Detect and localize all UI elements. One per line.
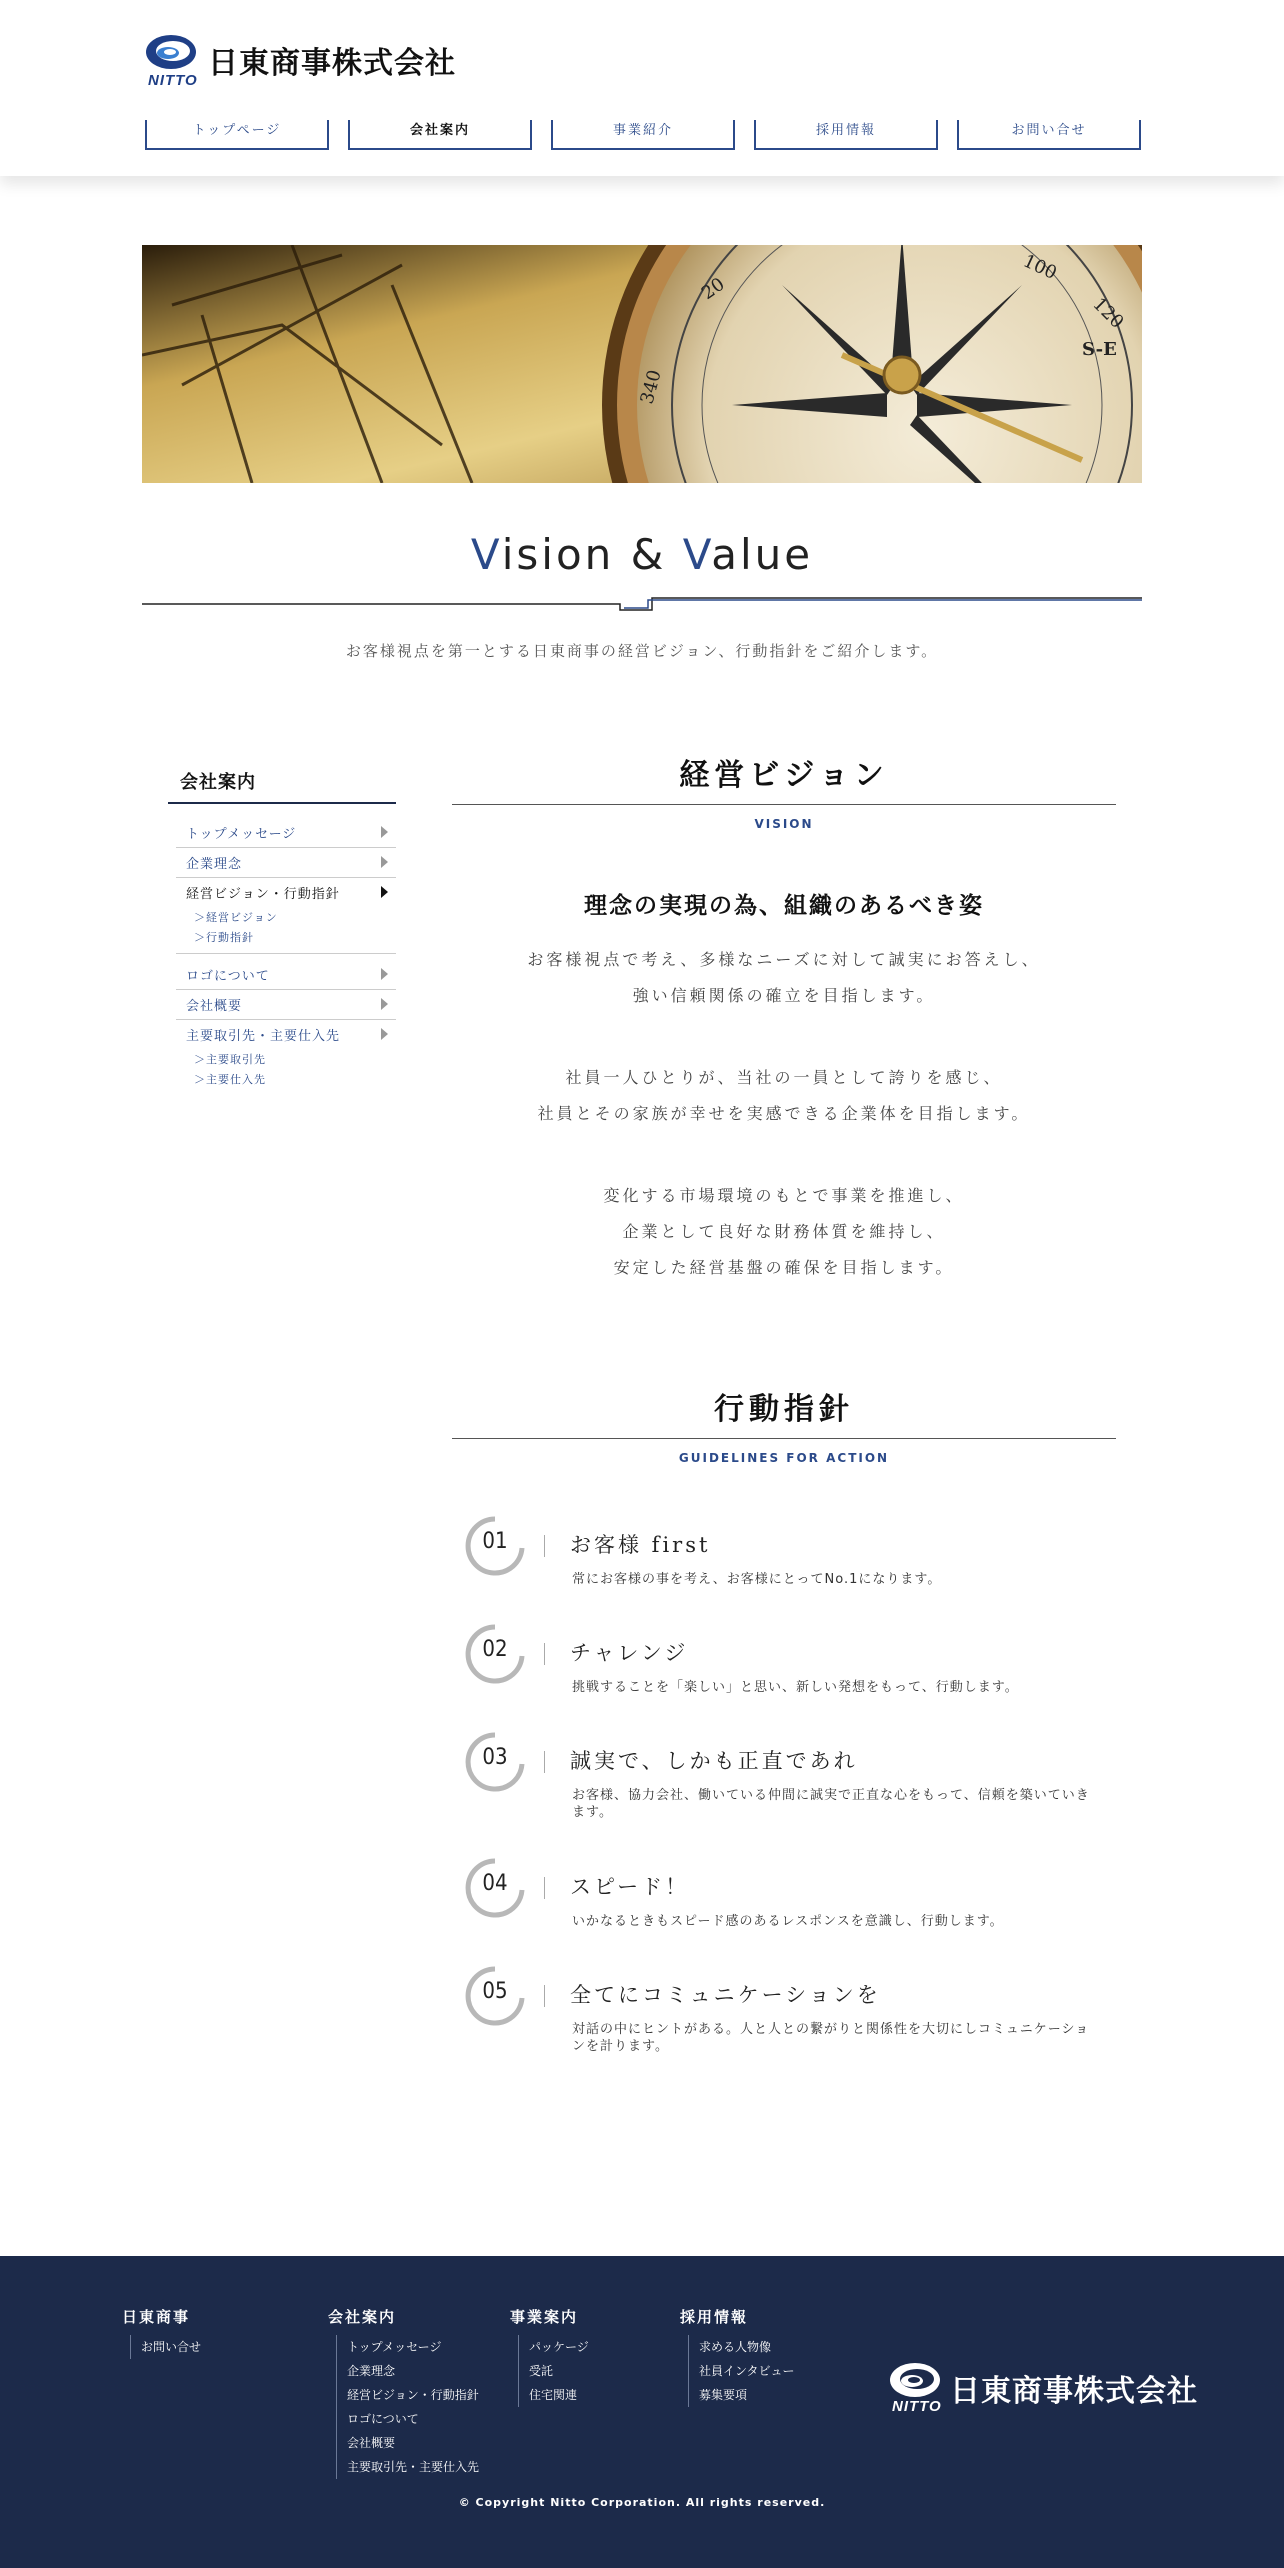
guideline-title: チャレンジ <box>570 1641 689 1665</box>
logo-company-name: 日東商事株式会社 <box>950 2374 1198 2409</box>
sidebar-item-vision[interactable] <box>176 878 396 907</box>
logo-nitto-text: NITTO <box>892 2398 942 2415</box>
guideline-desc: いかなるときもスピード感のあるレスポンスを意識し、行動します。 <box>572 1914 1004 1929</box>
sidebar-sub-vision[interactable]: ＞経営ビジョン <box>194 911 278 924</box>
vision-line: 強い信頼関係の確立を目指します。 <box>632 986 936 1005</box>
guideline-item <box>452 1857 1116 1965</box>
sidebar-item-label: 会社概要 <box>186 999 243 1014</box>
footer-link[interactable]: 経営ビジョン・行動指針 <box>347 2388 479 2402</box>
title-divider <box>142 595 1142 615</box>
guideline-desc: 挑戦することを「楽しい」と思い、新しい発想をもって、行動します。 <box>572 1680 1019 1695</box>
logo-company-name: 日東商事株式会社 <box>208 46 456 81</box>
nitto-logo-mark-icon <box>144 32 202 72</box>
guideline-desc: お客様、協力会社、働いている仲間に誠実で正直な心をもって、信頼を築いていきます。 <box>572 1788 1090 1820</box>
footer-link[interactable]: 求める人物像 <box>699 2340 772 2354</box>
sidebar-title: 会社案内 <box>168 760 396 804</box>
footer-heading[interactable]: 会社案内 <box>328 2308 397 2326</box>
global-nav <box>145 120 1140 152</box>
guideline-title: 誠実で、しかも正直であれ <box>570 1749 858 1773</box>
guideline-number: 01 <box>482 1529 508 1554</box>
footer-link[interactable]: ロゴについて <box>347 2412 419 2426</box>
nav-business[interactable]: 事業紹介 <box>551 120 735 150</box>
sidebar-list <box>168 818 396 1095</box>
footer-heading[interactable]: 採用情報 <box>680 2308 749 2326</box>
footer-link[interactable]: 住宅関連 <box>529 2388 578 2402</box>
vision-heading: 理念の実現の為、組織のあるべき姿 <box>584 893 984 919</box>
triangle-right-icon <box>381 826 388 838</box>
sidebar-item-partners[interactable] <box>176 1020 396 1049</box>
nav-recruit[interactable]: 採用情報 <box>754 120 938 150</box>
sidebar-sub-customers[interactable]: ＞主要取引先 <box>194 1053 266 1066</box>
vision-paragraph-2 <box>452 1060 1116 1132</box>
section-divider <box>452 1438 1116 1439</box>
vision-paragraph-3 <box>452 1178 1116 1286</box>
divider <box>544 1985 545 2007</box>
sidebar-item-label: 主要取引先・主要仕入先 <box>186 1029 341 1044</box>
footer-link[interactable]: 社員インタビュー <box>699 2364 795 2378</box>
nav-top[interactable]: トップページ <box>145 120 329 150</box>
footer-link[interactable]: パッケージ <box>529 2340 589 2354</box>
title-part-1: ision & <box>501 530 683 579</box>
guideline-number: 03 <box>482 1745 508 1770</box>
vision-en-label: VISION <box>754 817 814 831</box>
guideline-item <box>452 1515 1116 1623</box>
vision-paragraph-1 <box>452 942 1116 1014</box>
footer-logo[interactable] <box>888 2356 1198 2416</box>
triangle-right-icon <box>381 968 388 980</box>
sidebar-item-logo[interactable] <box>176 960 396 990</box>
sidebar-sublist-vision <box>176 907 396 954</box>
page-lead-text: お客様視点を第一とする日東商事の経営ビジョン、行動指針をご紹介します。 <box>345 642 939 660</box>
sidebar-item-label: 経営ビジョン・行動指針 <box>186 887 340 902</box>
footer-heading[interactable]: 事業案内 <box>510 2308 579 2326</box>
nav-contact[interactable]: お問い合せ <box>957 120 1141 150</box>
sidebar-sub-suppliers[interactable]: ＞主要仕入先 <box>194 1073 266 1086</box>
site-logo[interactable] <box>144 28 456 92</box>
vision-title: 経営ビジョン <box>679 758 889 793</box>
guidelines-en-label: GUIDELINES FOR ACTION <box>678 1451 890 1465</box>
vision-line: 社員とその家族が幸せを実感できる企業体を目指します。 <box>537 1104 1031 1123</box>
site-header <box>0 0 1284 176</box>
footer-link[interactable]: 受託 <box>529 2364 554 2378</box>
compass-map-illustration <box>142 245 1142 483</box>
page-title <box>0 530 1284 579</box>
guideline-title: 全てにコミュニケーションを <box>570 1983 881 2007</box>
triangle-right-icon <box>381 856 388 868</box>
compass-label-se: S-E <box>1082 339 1117 360</box>
compass-label-340: 340 <box>636 367 666 407</box>
footer-col-recruit <box>680 2306 795 2407</box>
guideline-item <box>452 1731 1116 1857</box>
guideline-number: 02 <box>482 1637 508 1662</box>
sidebar-item-label: ロゴについて <box>186 969 270 984</box>
sidebar-item-overview[interactable] <box>176 990 396 1020</box>
title-accent-v1: V <box>470 530 502 579</box>
sidebar-sublist-partners <box>176 1049 396 1095</box>
footer-links <box>130 2335 201 2359</box>
site-footer <box>0 2256 1284 2568</box>
footer-links <box>688 2335 795 2407</box>
triangle-right-icon <box>381 886 388 898</box>
hero-image-compass <box>142 245 1142 483</box>
guideline-desc: 対話の中にヒントがある。人と人との繋がりと関係性を大切にしコミュニケーションを計ります。 <box>572 2022 1090 2054</box>
footer-link[interactable]: 募集要項 <box>699 2388 748 2402</box>
vision-section-header <box>452 750 1116 831</box>
footer-link[interactable]: 企業理念 <box>347 2364 396 2378</box>
footer-link[interactable]: トップメッセージ <box>347 2340 442 2354</box>
compass-label-20: 20 <box>697 273 729 305</box>
sidebar-item-top-message[interactable] <box>176 818 396 848</box>
vision-line: 社員一人ひとりが、当社の一員として誇りを感じ、 <box>565 1068 1003 1087</box>
compass-label-100: 100 <box>1019 250 1060 285</box>
sidebar-item-label: 企業理念 <box>186 857 243 872</box>
footer-link[interactable]: お問い合せ <box>141 2340 202 2354</box>
section-divider <box>452 804 1116 805</box>
guidelines-section-header <box>452 1384 1116 1465</box>
compass-label-120: 120 <box>1088 293 1128 333</box>
divider <box>544 1643 545 1665</box>
footer-links <box>336 2335 479 2479</box>
sidebar <box>168 760 396 1095</box>
divider <box>544 1877 545 1899</box>
guideline-number: 04 <box>482 1871 508 1896</box>
triangle-right-icon <box>381 998 388 1010</box>
guideline-desc: 常にお客様の事を考え、お客様にとってNo.1になります。 <box>572 1572 942 1587</box>
footer-col-company <box>328 2306 479 2479</box>
nitto-logo-mark-icon <box>888 2360 946 2400</box>
vision-line: お客様視点で考え、多様なニーズに対して誠実にお答えし、 <box>527 950 1041 969</box>
copyright: © Copyright Nitto Corporation. All rights reserved. <box>458 2496 826 2509</box>
footer-col-business <box>510 2306 589 2407</box>
footer-links <box>518 2335 589 2407</box>
title-part-2: alue <box>711 530 814 579</box>
guideline-title: お客様 first <box>570 1533 711 1557</box>
guideline-item <box>452 1965 1116 2075</box>
sidebar-sub-guidelines[interactable]: ＞行動指針 <box>194 931 254 944</box>
vision-line: 企業として良好な財務体質を維持し、 <box>622 1222 946 1241</box>
nav-company[interactable]: 会社案内 <box>348 120 532 150</box>
triangle-right-icon <box>381 1028 388 1040</box>
guideline-item <box>452 1623 1116 1731</box>
guideline-title: スピード！ <box>570 1875 690 1899</box>
guidelines-title: 行動指針 <box>714 1392 854 1427</box>
footer-col-nitto <box>122 2306 201 2359</box>
footer-heading[interactable]: 日東商事 <box>122 2308 191 2326</box>
divider <box>544 1535 545 1557</box>
main-content <box>452 750 1116 2075</box>
guideline-number: 05 <box>482 1979 508 2004</box>
guidelines-list <box>452 1515 1116 2075</box>
vision-line: 安定した経営基盤の確保を目指します。 <box>613 1258 955 1277</box>
divider <box>544 1751 545 1773</box>
vision-line: 変化する市場環境のもとで事業を推進し、 <box>603 1186 965 1205</box>
title-accent-v2: V <box>682 530 712 579</box>
logo-nitto-text: NITTO <box>148 72 198 89</box>
sidebar-item-philosophy[interactable] <box>176 848 396 878</box>
footer-link[interactable]: 主要取引先・主要仕入先 <box>347 2460 480 2474</box>
footer-link[interactable]: 会社概要 <box>347 2436 396 2450</box>
sidebar-item-label: トップメッセージ <box>186 827 297 842</box>
